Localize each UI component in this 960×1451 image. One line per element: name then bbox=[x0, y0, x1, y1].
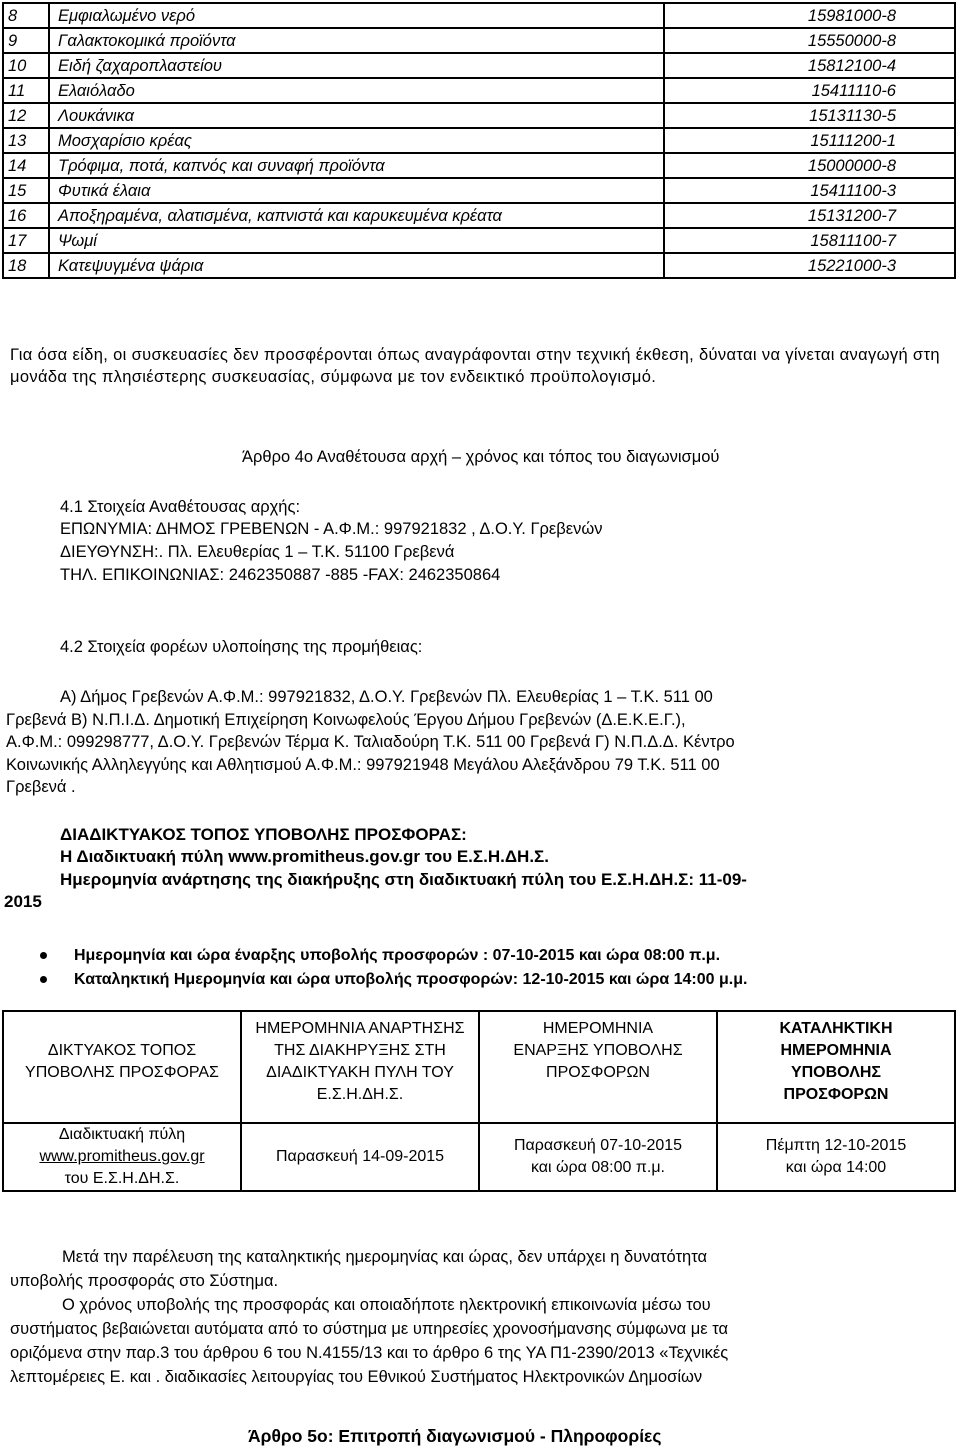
product-name: Ειδή ζαχαροπλαστείου bbox=[49, 53, 664, 78]
posting-year: 2015 bbox=[4, 892, 42, 911]
authority-address: ΔΙΕΥΘΥΝΣΗ:. Πλ. Ελευθερίας 1 – Τ.Κ. 51100 Γρεβενά bbox=[60, 543, 455, 561]
cpv-code: 15411110-6 bbox=[664, 78, 955, 103]
submission-portal: Η Διαδικτυακή πύλη www.promitheus.gov.gr του Ε.Σ.Η.ΔΗ.Σ. bbox=[60, 847, 549, 866]
table-row bbox=[3, 103, 955, 128]
cpv-code: 15221000-3 bbox=[664, 253, 955, 278]
bodies-line-1: Α) Δήμος Γρεβενών Α.Φ.Μ.: 997921832, Δ.Ο.Υ. Γρεβενών Πλ. Ελευθερίας 1 – Τ.Κ. 511 00 bbox=[60, 688, 713, 706]
bodies-line-5: Γρεβενά . bbox=[6, 778, 76, 796]
row-number: 17 bbox=[3, 228, 49, 253]
table-row bbox=[3, 178, 955, 203]
cpv-code: 15000000-8 bbox=[664, 153, 955, 178]
table-row bbox=[3, 228, 955, 253]
authority-name: ΕΠΩΝΥΜΙΑ: ΔΗΜΟΣ ΓΡΕΒΕΝΩΝ - Α.Φ.Μ.: 997921832 , Δ.Ο.Υ. Γρεβενών bbox=[60, 520, 603, 538]
bullet-icon bbox=[40, 976, 47, 983]
packaging-note: Για όσα είδη, οι συσκευασίες δεν προσφέρονται όπως αναγράφονται στην τεχνική έκθεση, δύναται να γίνεται αναγωγή στη μονάδα της πλησιέστερης συσκευασίας, σύμφωνα με τον ενδεικτικό προϋπολογισμό. bbox=[10, 346, 940, 386]
table-row bbox=[3, 153, 955, 178]
row-number: 10 bbox=[3, 53, 49, 78]
table-row bbox=[3, 128, 955, 153]
product-name: Κατεψυγμένα ψάρια bbox=[49, 253, 664, 278]
header-cell-site: ΔΙΚΤΥΑΚΟΣ ΤΟΠΟΣ ΥΠΟΒΟΛΗΣ ΠΡΟΣΦΟΡΑΣ bbox=[3, 1011, 241, 1123]
value-cell-deadline: Πέμπτη 12-10-2015 και ώρα 14:00 bbox=[717, 1123, 955, 1191]
product-name: Ελαιόλαδο bbox=[49, 78, 664, 103]
posting-date: Ημερομηνία ανάρτησης της διακήρυξης στη διαδικτυακή πύλη του Ε.Σ.Η.ΔΗ.Σ: 11-09- bbox=[60, 870, 747, 889]
closing-p1a: Μετά την παρέλευση της καταληκτικής ημερομηνίας και ώρας, δεν υπάρχει η δυνατότητα bbox=[62, 1248, 708, 1266]
authority-phone: ΤΗΛ. ΕΠΙΚΟΙΝΩΝΙΑΣ: 2462350887 -885 -FAX: 2462350864 bbox=[60, 566, 501, 584]
cpv-code: 15811100-7 bbox=[664, 228, 955, 253]
dates-table bbox=[2, 1010, 956, 1192]
row-number: 15 bbox=[3, 178, 49, 203]
product-name: Φυτικά έλαια bbox=[49, 178, 664, 203]
list-item: Καταληκτική Ημερομηνία και ώρα υποβολής προσφορών: 12-10-2015 και ώρα 14:00 μ.μ. bbox=[40, 968, 747, 992]
section-4-1-title: 4.1 Στοιχεία Αναθέτουσας αρχής: bbox=[60, 498, 301, 516]
products-table bbox=[2, 2, 956, 279]
article4-heading: Άρθρο 4ο Αναθέτουσα αρχή – χρόνος και τόπος του διαγωνισμού bbox=[242, 448, 720, 466]
list-item: Ημερομηνία και ώρα έναρξης υποβολής προσφορών : 07-10-2015 και ώρα 08:00 π.μ. bbox=[40, 944, 747, 968]
product-name: Ψωμί bbox=[49, 228, 664, 253]
bodies-line-3: Α.Φ.Μ.: 099298777, Δ.Ο.Υ. Γρεβενών Τέρμα Κ. Ταλιαδούρη Τ.Κ. 511 00 Γρεβενά Γ) Ν.Π.Δ.Δ. Κέντρο bbox=[6, 733, 735, 751]
portal-link[interactable]: www.promitheus.gov.gr bbox=[39, 1148, 205, 1165]
row-number: 9 bbox=[3, 28, 49, 53]
cpv-code: 15111200-1 bbox=[664, 128, 955, 153]
cpv-code: 15981000-8 bbox=[664, 3, 955, 28]
cpv-code: 15131200-7 bbox=[664, 203, 955, 228]
row-number: 12 bbox=[3, 103, 49, 128]
header-cell-start: ΗΜΕΡΟΜΗΝΙΑ ΕΝΑΡΞΗΣ ΥΠΟΒΟΛΗΣ ΠΡΟΣΦΟΡΩΝ bbox=[479, 1011, 717, 1123]
row-number: 14 bbox=[3, 153, 49, 178]
closing-text bbox=[10, 1245, 940, 1389]
closing-p2c: οριζόμενα στην παρ.3 του άρθρου 6 του Ν.4155/13 και το άρθρο 6 της ΥΑ Π1-2390/2013 «Τεχνικές bbox=[10, 1344, 729, 1362]
bodies-line-4: Κοινωνικής Αλληλεγγύης και Αθλητισμού Α.Φ.Μ.: 997921948 Μεγάλου Αλεξάνδρου 79 Τ.Κ. 511 00 bbox=[6, 756, 720, 774]
cpv-code: 15550000-8 bbox=[664, 28, 955, 53]
row-number: 16 bbox=[3, 203, 49, 228]
product-name: Μοσχαρίσιο κρέας bbox=[49, 128, 664, 153]
cpv-code: 15131130-5 bbox=[664, 103, 955, 128]
row-number: 8 bbox=[3, 3, 49, 28]
table-row bbox=[3, 78, 955, 103]
closing-p2b: συστήματος βεβαιώνεται αυτόματα από το σύστημα με υπηρεσίες χρονοσήμανσης σύμφωνα με τα bbox=[10, 1320, 729, 1338]
product-name: Λουκάνικα bbox=[49, 103, 664, 128]
table-row bbox=[3, 253, 955, 278]
value-cell-site: Διαδικτυακή πύλη www.promitheus.gov.gr του Ε.Σ.Η.ΔΗ.Σ. bbox=[3, 1123, 241, 1191]
article5-heading: Άρθρο 5ο: Επιτροπή διαγωνισμού - Πληροφορίες bbox=[248, 1426, 662, 1446]
header-cell-deadline: ΚΑΤΑΛΗΚΤΙΚΗ ΗΜΕΡΟΜΗΝΙΑ ΥΠΟΒΟΛΗΣ ΠΡΟΣΦΟΡΩΝ bbox=[717, 1011, 955, 1123]
value-cell-posting: Παρασκευή 14-09-2015 bbox=[241, 1123, 479, 1191]
section-4-2-title: 4.2 Στοιχεία φορέων υλοποίησης της προμήθειας: bbox=[60, 638, 423, 656]
header-cell-posting: ΗΜΕΡΟΜΗΝΙΑ ΑΝΑΡΤΗΣΗΣ ΤΗΣ ΔΙΑΚΗΡΥΞΗΣ ΣΤΗ ΔΙΑΔΙΚΤΥΑΚΗ ΠΥΛΗ ΤΟΥ Ε.Σ.Η.ΔΗ.Σ. bbox=[241, 1011, 479, 1123]
product-name: Τρόφιμα, ποτά, καπνός και συναφή προϊόντα bbox=[49, 153, 664, 178]
cpv-code: 15812100-4 bbox=[664, 53, 955, 78]
bodies-line-2: Γρεβενά Β) Ν.Π.Ι.Δ. Δημοτική Επιχείρηση Κοινωφελούς Έργου Δήμου Γρεβενών (Δ.Ε.Κ.Ε.Γ.), bbox=[6, 711, 686, 729]
row-number: 13 bbox=[3, 128, 49, 153]
product-name: Αποξηραμένα, αλατισμένα, καπνιστά και καρυκευμένα κρέατα bbox=[49, 203, 664, 228]
row-number: 18 bbox=[3, 253, 49, 278]
table-row bbox=[3, 203, 955, 228]
closing-p1b: υποβολής προσφοράς στο Σύστημα. bbox=[10, 1272, 279, 1290]
cpv-code: 15411100-3 bbox=[664, 178, 955, 203]
product-name: Εμφιαλωμένο νερό bbox=[49, 3, 664, 28]
closing-p2a: Ο χρόνος υποβολής της προσφοράς και οποιαδήποτε ηλεκτρονική επικοινωνία μέσω του bbox=[62, 1296, 711, 1314]
bullet-icon bbox=[40, 952, 47, 959]
table-row bbox=[3, 28, 955, 53]
value-cell-start: Παρασκευή 07-10-2015 και ώρα 08:00 π.μ. bbox=[479, 1123, 717, 1191]
product-name: Γαλακτοκομικά προϊόντα bbox=[49, 28, 664, 53]
table-row bbox=[3, 53, 955, 78]
submission-dates-list bbox=[40, 944, 747, 992]
submission-heading: ΔΙΑΔΙΚΤΥΑΚΟΣ ΤΟΠΟΣ ΥΠΟΒΟΛΗΣ ΠΡΟΣΦΟΡΑΣ: bbox=[60, 825, 467, 844]
closing-p2d: λεπτομέρειες Ε. και . διαδικασίες λειτουργίας του Εθνικού Συστήματος Ηλεκτρονικών Δημοσίων bbox=[10, 1368, 703, 1386]
row-number: 11 bbox=[3, 78, 49, 103]
table-row bbox=[3, 3, 955, 28]
